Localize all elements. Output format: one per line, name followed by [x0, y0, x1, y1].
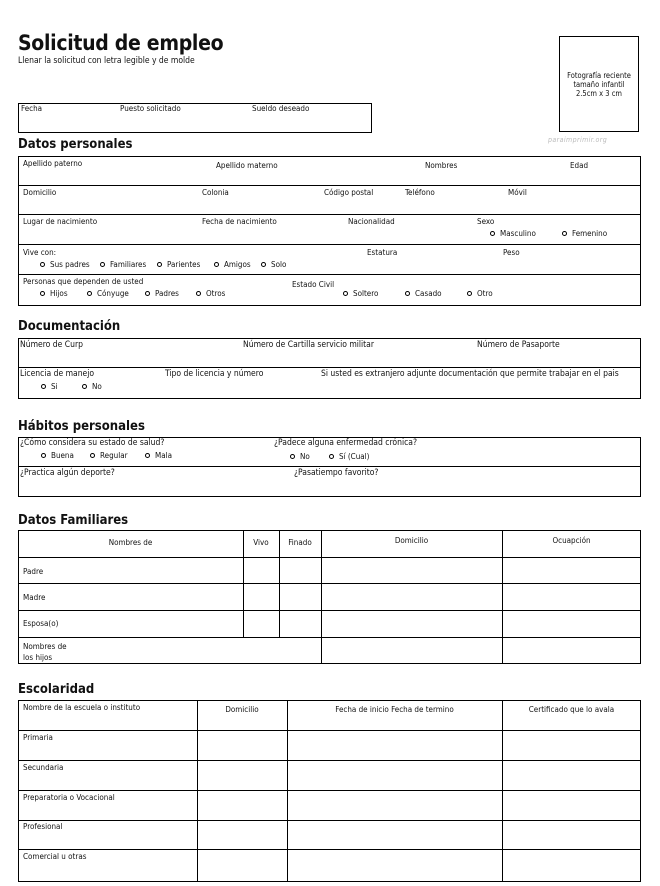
table-row-divider: [18, 637, 641, 638]
pasaporte-field[interactable]: Número de Pasaporte: [477, 340, 560, 350]
domicilio-field[interactable]: Domicilio: [23, 188, 57, 197]
vive-con-label: Vive con:: [23, 248, 57, 257]
tipo-licencia-field[interactable]: Tipo de licencia y número: [165, 369, 264, 379]
fecha-field[interactable]: Fecha: [21, 104, 43, 113]
column-header: Domicilio: [394, 536, 429, 545]
radio-circle-icon: [145, 453, 150, 458]
radio-circle-icon: [562, 231, 567, 236]
radio-parientes[interactable]: Parientes: [157, 260, 200, 269]
radio-circle-icon: [467, 291, 472, 296]
extranjero-field[interactable]: Si usted es extranjero adjunte documentación que permite trabajar en el pais: [321, 369, 619, 379]
radio-circle-icon: [343, 291, 348, 296]
row-label-comercial: Comercial u otras: [23, 852, 87, 861]
column-header: Nombres de: [108, 538, 153, 547]
table-col-divider: [502, 700, 503, 882]
column-header: Nombre de la escuela o instituto: [23, 703, 141, 712]
radio-circle-icon: [405, 291, 410, 296]
row-label-padre: Padre: [23, 567, 44, 576]
table-row-divider: [18, 583, 641, 584]
table-col-divider: [321, 530, 322, 664]
section-datos-personales: Datos personales: [18, 137, 133, 152]
movil-field[interactable]: Móvil: [508, 188, 527, 197]
radio-circle-icon: [41, 453, 46, 458]
fecha-nacimiento-field[interactable]: Fecha de nacimiento: [202, 217, 277, 226]
radio-circle-icon: [100, 262, 105, 267]
radio-femenino[interactable]: Femenino: [562, 229, 607, 238]
colonia-field[interactable]: Colonia: [202, 188, 229, 197]
sueldo-field[interactable]: Sueldo deseado: [252, 104, 310, 113]
table-col-divider: [197, 700, 198, 882]
column-header: Domicilio: [225, 705, 259, 714]
apellido-materno-field[interactable]: Apellido materno: [216, 161, 278, 170]
radio-licencia-no[interactable]: No: [82, 382, 102, 391]
section-habitos: Hábitos personales: [18, 419, 145, 434]
radio-mala[interactable]: Mala: [145, 451, 172, 460]
table-row-divider: [18, 849, 641, 850]
radio-sus-padres[interactable]: Sus padres: [40, 260, 90, 269]
job-fields-box: [18, 103, 372, 133]
apellido-paterno-field[interactable]: Apellido paterno: [23, 159, 83, 168]
row-label-primaria: Primaria: [23, 733, 53, 742]
radio-circle-icon: [261, 262, 266, 267]
divider: [18, 244, 641, 245]
divider: [18, 214, 641, 215]
row-label-hijos: Nombres de los hijos: [23, 642, 67, 662]
radio-circle-icon: [196, 291, 201, 296]
estado-civil-label: Estado Civil: [292, 280, 335, 289]
codigo-postal-field[interactable]: Código postal: [324, 188, 374, 197]
form-subtitle: Llenar la solicitud con letra legible y de molde: [18, 56, 195, 66]
radio-otro[interactable]: Otro: [467, 289, 493, 298]
lugar-nacimiento-field[interactable]: Lugar de nacimiento: [23, 217, 98, 226]
radio-circle-icon: [87, 291, 92, 296]
curp-field[interactable]: Número de Curp: [20, 340, 83, 350]
divider: [18, 185, 641, 186]
cartilla-field[interactable]: Número de Cartilla servicio militar: [243, 340, 374, 350]
telefono-field[interactable]: Teléfono: [405, 188, 435, 197]
table-row-divider: [18, 730, 641, 731]
divider: [18, 466, 641, 467]
radio-regular[interactable]: Regular: [90, 451, 128, 460]
escolaridad-table: [18, 700, 641, 882]
radio-otros[interactable]: Otros: [196, 289, 225, 298]
section-escolaridad: Escolaridad: [18, 682, 95, 697]
section-familiares: Datos Familiares: [18, 513, 129, 528]
section-documentacion: Documentación: [18, 319, 121, 334]
table-col-divider: [502, 530, 503, 664]
radio-casado[interactable]: Casado: [405, 289, 442, 298]
radio-enfermedad-no[interactable]: No: [290, 452, 310, 461]
table-row-divider: [18, 610, 641, 611]
radio-circle-icon: [157, 262, 162, 267]
radio-soltero[interactable]: Soltero: [343, 289, 378, 298]
salud-label: ¿Cómo considera su estado de salud?: [20, 438, 165, 448]
radio-circle-icon: [214, 262, 219, 267]
radio-padres[interactable]: Padres: [145, 289, 179, 298]
dependientes-label: Personas que dependen de usted: [23, 277, 144, 286]
radio-circle-icon: [82, 384, 87, 389]
table-col-divider: [287, 700, 288, 882]
row-label-profesional: Profesional: [23, 822, 63, 831]
radio-circle-icon: [490, 231, 495, 236]
radio-circle-icon: [90, 453, 95, 458]
nombres-field[interactable]: Nombres: [425, 161, 458, 170]
radio-enfermedad-si[interactable]: Sí (Cual): [329, 452, 369, 461]
radio-conyuge[interactable]: Cónyuge: [87, 289, 129, 298]
radio-circle-icon: [40, 291, 45, 296]
divider: [18, 274, 641, 275]
radio-masculino[interactable]: Masculino: [490, 229, 536, 238]
row-label-madre: Madre: [23, 593, 46, 602]
familiares-table: [18, 530, 641, 664]
row-label-preparatoria: Preparatoria o Vocacional: [23, 793, 115, 802]
enfermedad-label: ¿Padece alguna enfermedad crónica?: [274, 438, 418, 448]
watermark: paraimprimir.org: [548, 136, 608, 144]
table-row-divider: [18, 760, 641, 761]
divider: [18, 367, 641, 368]
radio-circle-icon: [41, 384, 46, 389]
table-row-divider: [18, 820, 641, 821]
radio-familiares[interactable]: Familiares: [100, 260, 146, 269]
radio-buena[interactable]: Buena: [41, 451, 74, 460]
radio-licencia-si[interactable]: Si: [41, 382, 58, 391]
licencia-label: Licencia de manejo: [20, 369, 95, 379]
row-label-esposa: Esposa(o): [23, 619, 59, 628]
column-header: Ocuapción: [552, 536, 591, 545]
column-header: Vivo: [253, 538, 269, 547]
table-row-divider: [18, 790, 641, 791]
radio-circle-icon: [40, 262, 45, 267]
form-title: Solicitud de empleo: [18, 31, 224, 55]
radio-circle-icon: [290, 454, 295, 459]
edad-field[interactable]: Edad: [570, 161, 589, 170]
table-row-divider: [18, 557, 641, 558]
radio-hijos[interactable]: Hijos: [40, 289, 68, 298]
radio-solo[interactable]: Solo: [261, 260, 286, 269]
peso-field[interactable]: Peso: [503, 248, 520, 257]
pasatiempo-field[interactable]: ¿Pasatiempo favorito?: [294, 468, 379, 478]
nacionalidad-field[interactable]: Nacionalidad: [348, 217, 395, 226]
puesto-field[interactable]: Puesto solicitado: [120, 104, 181, 113]
row-label-secundaria: Secundaria: [23, 763, 64, 772]
radio-circle-icon: [145, 291, 150, 296]
deporte-field[interactable]: ¿Practica algún deporte?: [20, 468, 115, 478]
sexo-label: Sexo: [477, 217, 495, 226]
photo-box[interactable]: Fotografía reciente tamaño infantil 2.5cm x 3 cm: [559, 36, 639, 132]
column-header: Fecha de inicio Fecha de termino: [335, 705, 454, 714]
radio-circle-icon: [329, 454, 334, 459]
estatura-field[interactable]: Estatura: [367, 248, 398, 257]
column-header: Finado: [288, 538, 312, 547]
radio-amigos[interactable]: Amigos: [214, 260, 251, 269]
column-header: Certificado que lo avala: [528, 705, 615, 714]
